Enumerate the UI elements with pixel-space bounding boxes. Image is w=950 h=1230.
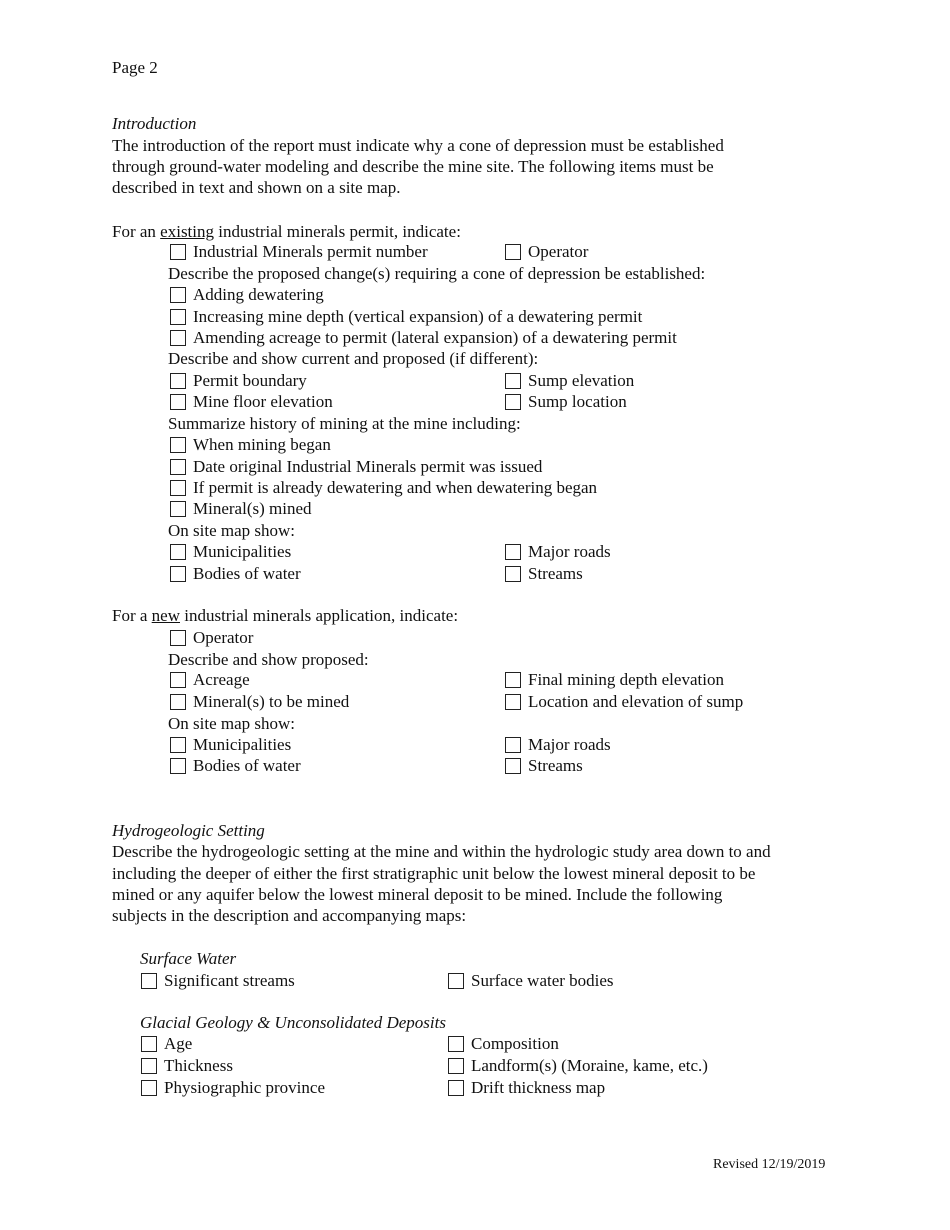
checkbox-label: Physiographic province — [164, 1078, 325, 1097]
checkbox[interactable] — [141, 1058, 157, 1074]
checkbox-item[interactable] — [141, 1077, 325, 1098]
checkbox-item[interactable] — [505, 691, 743, 712]
checkbox-label: Surface water bodies — [471, 971, 614, 990]
checkbox-item[interactable] — [170, 563, 301, 584]
checkbox-label: Streams — [528, 564, 583, 583]
checkbox-label: Permit boundary — [193, 371, 307, 390]
checkbox[interactable] — [170, 330, 186, 346]
hydro-line: mined or any aquifer below the lowest mineral deposit to be mined. Include the following — [112, 885, 723, 904]
checkbox-label: Acreage — [193, 670, 250, 689]
checkbox-item[interactable] — [170, 627, 253, 648]
intro-line: described in text and shown on a site map. — [112, 178, 401, 197]
checkbox[interactable] — [170, 544, 186, 560]
hydro-line: including the deeper of either the first stratigraphic unit below the lowest mineral deposit to be — [112, 864, 756, 883]
checkbox-label: Operator — [528, 242, 589, 261]
checkbox-label: Major roads — [528, 735, 611, 754]
checkbox-item[interactable] — [141, 970, 295, 991]
checkbox-item[interactable] — [170, 241, 428, 262]
checkbox-item[interactable] — [448, 970, 614, 991]
checkbox-item[interactable] — [170, 734, 291, 755]
checkbox[interactable] — [505, 566, 521, 582]
text: For a — [112, 606, 152, 625]
checkbox[interactable] — [141, 1036, 157, 1052]
checkbox-item[interactable] — [170, 391, 333, 412]
checkbox-item[interactable] — [170, 691, 349, 712]
checkbox-item[interactable] — [505, 563, 583, 584]
intro-line: The introduction of the report must indicate why a cone of depression must be established — [112, 136, 724, 155]
checkbox-item[interactable] — [505, 669, 724, 690]
existing-heading — [112, 221, 461, 242]
text: industrial minerals permit, indicate: — [214, 222, 461, 241]
intro-heading: Introduction — [112, 114, 197, 133]
checkbox-item[interactable] — [505, 755, 583, 776]
checkbox-item[interactable] — [170, 327, 677, 348]
checkbox-item[interactable] — [448, 1055, 708, 1076]
checkbox-item[interactable] — [505, 370, 634, 391]
checkbox-label: Major roads — [528, 542, 611, 561]
checkbox-item[interactable] — [170, 498, 312, 519]
checkbox[interactable] — [141, 1080, 157, 1096]
checkbox[interactable] — [170, 437, 186, 453]
checkbox-label: Industrial Minerals permit number — [193, 242, 428, 261]
checkbox[interactable] — [505, 737, 521, 753]
checkbox-label: Municipalities — [193, 542, 292, 561]
text: For an — [112, 222, 161, 241]
checkbox-label: Landform(s) (Moraine, kame, etc.) — [471, 1056, 708, 1075]
checkbox-label: Adding dewatering — [193, 285, 324, 304]
checkbox[interactable] — [170, 672, 186, 688]
checkbox[interactable] — [170, 737, 186, 753]
checkbox-label: If permit is already dewatering and when dewatering began — [193, 478, 598, 497]
checkbox[interactable] — [141, 973, 157, 989]
checkbox[interactable] — [505, 373, 521, 389]
hydro-line: Describe the hydrogeologic setting at the mine and within the hydrologic study area down to and — [112, 842, 771, 861]
subheading: Describe and show current and proposed (if different): — [168, 349, 539, 368]
subheading: Summarize history of mining at the mine including: — [168, 414, 521, 433]
checkbox[interactable] — [170, 309, 186, 325]
checkbox-label: Drift thickness map — [471, 1078, 606, 1097]
checkbox-label: Location and elevation of sump — [528, 692, 744, 711]
new-heading — [112, 605, 458, 626]
checkbox-label: Sump location — [528, 392, 627, 411]
checkbox-item[interactable] — [448, 1077, 605, 1098]
checkbox-label: Final mining depth elevation — [528, 670, 724, 689]
subheading: Describe the proposed change(s) requiring a cone of depression be established: — [168, 264, 706, 283]
checkbox-item[interactable] — [170, 669, 250, 690]
page-number: Page 2 — [112, 58, 158, 77]
checkbox-item[interactable] — [505, 541, 611, 562]
surface-water-heading: Surface Water — [140, 949, 237, 968]
keyword: existing — [160, 222, 215, 241]
checkbox[interactable] — [170, 373, 186, 389]
glacial-heading: Glacial Geology & Unconsolidated Deposits — [140, 1013, 446, 1032]
checkbox-label: Bodies of water — [193, 564, 301, 583]
checkbox-item[interactable] — [505, 734, 611, 755]
checkbox-label: Sump elevation — [528, 371, 635, 390]
checkbox-item[interactable] — [170, 434, 331, 455]
checkbox-item[interactable] — [141, 1055, 233, 1076]
checkbox[interactable] — [448, 1036, 464, 1052]
checkbox[interactable] — [170, 244, 186, 260]
hydro-heading: Hydrogeologic Setting — [112, 821, 265, 840]
checkbox[interactable] — [170, 480, 186, 496]
checkbox[interactable] — [505, 694, 521, 710]
checkbox-label: Increasing mine depth (vertical expansion) of a dewatering permit — [193, 307, 643, 326]
checkbox-label: Date original Industrial Minerals permit was issued — [193, 457, 543, 476]
checkbox-label: When mining began — [193, 435, 331, 454]
checkbox-item[interactable] — [170, 456, 542, 477]
checkbox[interactable] — [170, 758, 186, 774]
checkbox-item[interactable] — [448, 1033, 559, 1054]
checkbox[interactable] — [505, 394, 521, 410]
checkbox-label: Thickness — [164, 1056, 233, 1075]
checkbox-label: Bodies of water — [193, 756, 301, 775]
checkbox-item[interactable] — [170, 541, 291, 562]
checkbox[interactable] — [448, 1080, 464, 1096]
checkbox-item[interactable] — [170, 477, 597, 498]
checkbox-label: Mineral(s) mined — [193, 499, 312, 518]
checkbox-item[interactable] — [141, 1033, 192, 1054]
checkbox-item[interactable] — [170, 370, 307, 391]
checkbox-label: Municipalities — [193, 735, 292, 754]
checkbox-label: Streams — [528, 756, 583, 775]
checkbox-label: Operator — [193, 628, 254, 647]
checkbox[interactable] — [170, 501, 186, 517]
checkbox-label: Significant streams — [164, 971, 295, 990]
text: industrial minerals application, indicate: — [180, 606, 459, 625]
subheading: On site map show: — [168, 714, 296, 733]
checkbox-item[interactable] — [170, 755, 301, 776]
revision-footer: Revised 12/19/2019 — [713, 1157, 826, 1172]
checkbox[interactable] — [505, 244, 521, 260]
checkbox[interactable] — [448, 1058, 464, 1074]
checkbox[interactable] — [170, 459, 186, 475]
checkbox[interactable] — [505, 672, 521, 688]
checkbox-item[interactable] — [505, 391, 627, 412]
subheading: On site map show: — [168, 521, 296, 540]
checkbox-item[interactable] — [170, 306, 642, 327]
checkbox-item[interactable] — [170, 284, 324, 305]
checkbox-label: Age — [164, 1034, 193, 1053]
checkbox-label: Amending acreage to permit (lateral expansion) of a dewatering permit — [193, 328, 677, 347]
checkbox-label: Mineral(s) to be mined — [193, 692, 350, 711]
checkbox[interactable] — [170, 394, 186, 410]
checkbox-item[interactable] — [505, 241, 588, 262]
checkbox[interactable] — [170, 287, 186, 303]
checkbox[interactable] — [170, 694, 186, 710]
subheading: Describe and show proposed: — [168, 650, 369, 669]
keyword: new — [151, 606, 180, 625]
checkbox[interactable] — [170, 630, 186, 646]
checkbox[interactable] — [448, 973, 464, 989]
hydro-line: subjects in the description and accompanying maps: — [112, 906, 467, 925]
checkbox[interactable] — [170, 566, 186, 582]
checkbox[interactable] — [505, 544, 521, 560]
checkbox[interactable] — [505, 758, 521, 774]
checkbox-label: Composition — [471, 1034, 559, 1053]
intro-line: through ground-water modeling and describe the mine site. The following items must be — [112, 157, 714, 176]
checkbox-label: Mine floor elevation — [193, 392, 333, 411]
